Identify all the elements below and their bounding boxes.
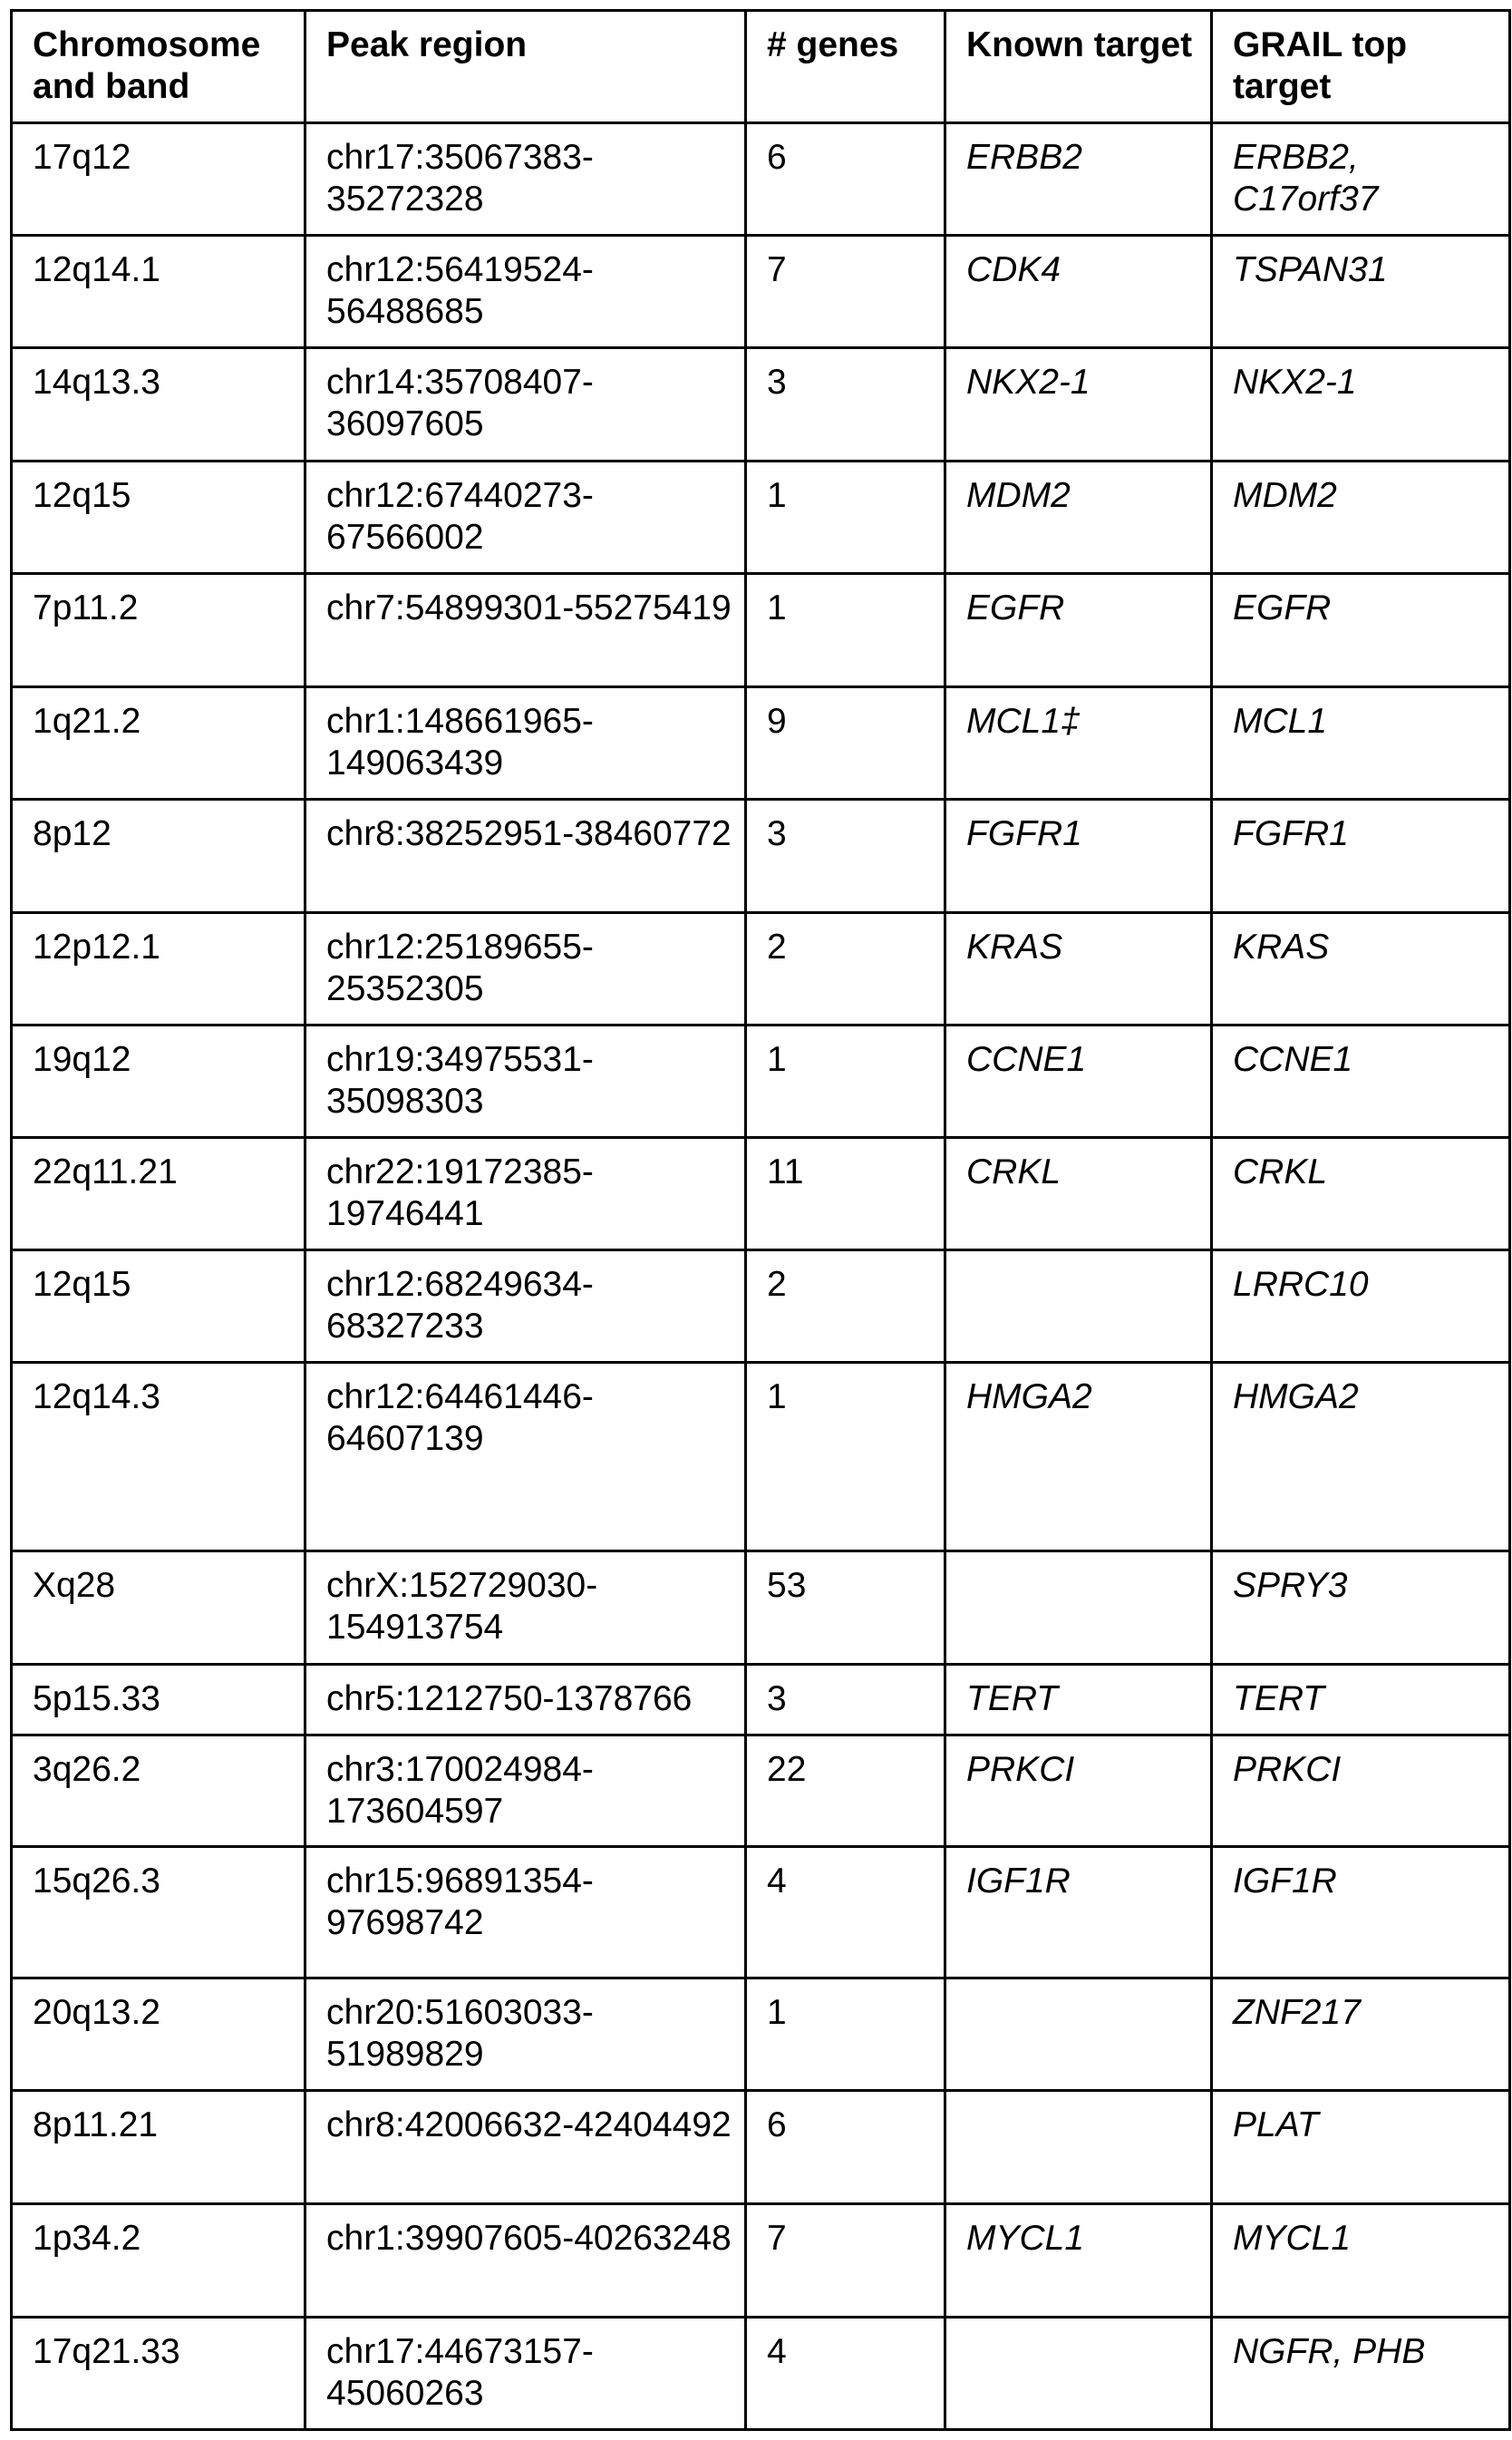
grail-target-cell: HMGA2: [1212, 1363, 1510, 1551]
table-row: [12, 2318, 1510, 2430]
band-cell: 12q14.1: [12, 236, 305, 348]
grail-target-cell: EGFR: [1212, 574, 1510, 687]
known-target-cell: MDM2: [945, 462, 1212, 574]
table-row: [12, 1138, 1510, 1250]
region-cell: chr12:25189655-25352305: [305, 913, 746, 1026]
genes-cell: 4: [746, 1847, 945, 1978]
region-cell: chr15:96891354-97698742: [305, 1847, 746, 1978]
band-cell: 19q12: [12, 1026, 305, 1138]
known-target-cell: MCL1‡: [945, 687, 1212, 800]
region-cell: chr22:19172385-19746441: [305, 1138, 746, 1250]
region-cell: chr12:56419524-56488685: [305, 236, 746, 348]
known-target-cell: KRAS: [945, 913, 1212, 1026]
known-target-cell: EGFR: [945, 574, 1212, 687]
band-cell: 1q21.2: [12, 687, 305, 800]
grail-target-cell: PLAT: [1212, 2091, 1510, 2204]
region-cell: chr5:1212750-1378766: [305, 1665, 746, 1735]
peak-regions-table: [10, 9, 1511, 2431]
known-target-cell: [945, 2091, 1212, 2204]
region-cell: chr12:64461446-64607139: [305, 1363, 746, 1551]
region-cell: chr17:44673157-45060263: [305, 2318, 746, 2430]
grail-target-cell: TERT: [1212, 1665, 1510, 1735]
region-cell: chr8:38252951-38460772: [305, 800, 746, 913]
region-cell: chr8:42006632-42404492: [305, 2091, 746, 2204]
band-cell: 3q26.2: [12, 1735, 305, 1847]
band-cell: 1p34.2: [12, 2204, 305, 2318]
genes-cell: 2: [746, 1250, 945, 1363]
genes-cell: 7: [746, 236, 945, 348]
grail-target-cell: KRAS: [1212, 913, 1510, 1026]
genes-cell: 53: [746, 1551, 945, 1665]
known-target-cell: [945, 1250, 1212, 1363]
region-cell: chr17:35067383-35272328: [305, 123, 746, 236]
known-target-cell: [945, 1551, 1212, 1665]
region-cell: chr7:54899301-55275419: [305, 574, 746, 687]
header-region: Peak region: [305, 11, 746, 123]
header-known: Known target: [945, 11, 1212, 123]
band-cell: 22q11.21: [12, 1138, 305, 1250]
region-cell: chr1:148661965-149063439: [305, 687, 746, 800]
genes-cell: 3: [746, 800, 945, 913]
band-cell: 15q26.3: [12, 1847, 305, 1978]
genes-cell: 4: [746, 2318, 945, 2430]
grail-target-cell: LRRC10: [1212, 1250, 1510, 1363]
band-cell: 7p11.2: [12, 574, 305, 687]
header-grail: GRAIL top target: [1212, 11, 1510, 123]
table-row: [12, 1551, 1510, 1665]
table-row: [12, 2091, 1510, 2204]
genes-cell: 2: [746, 913, 945, 1026]
grail-target-cell: TSPAN31: [1212, 236, 1510, 348]
grail-target-cell: MDM2: [1212, 462, 1510, 574]
grail-target-cell: FGFR1: [1212, 800, 1510, 913]
grail-target-cell: CCNE1: [1212, 1026, 1510, 1138]
header-row: [12, 11, 1510, 123]
table-row: [12, 462, 1510, 574]
known-target-cell: MYCL1: [945, 2204, 1212, 2318]
known-target-cell: CRKL: [945, 1138, 1212, 1250]
genes-cell: 1: [746, 1978, 945, 2091]
grail-target-cell: PRKCI: [1212, 1735, 1510, 1847]
table-row: [12, 1665, 1510, 1735]
known-target-cell: [945, 2318, 1212, 2430]
grail-target-cell: NKX2-1: [1212, 348, 1510, 462]
table-row: [12, 800, 1510, 913]
band-cell: 17q12: [12, 123, 305, 236]
known-target-cell: HMGA2: [945, 1363, 1212, 1551]
known-target-cell: NKX2-1: [945, 348, 1212, 462]
table-row: [12, 1735, 1510, 1847]
header-band: Chromosome and band: [12, 11, 305, 123]
table-row: [12, 348, 1510, 462]
region-cell: chr3:170024984-173604597: [305, 1735, 746, 1847]
region-cell: chr20:51603033-51989829: [305, 1978, 746, 2091]
grail-target-cell: ZNF217: [1212, 1978, 1510, 2091]
region-cell: chr12:67440273-67566002: [305, 462, 746, 574]
band-cell: 14q13.3: [12, 348, 305, 462]
band-cell: 12q15: [12, 1250, 305, 1363]
known-target-cell: TERT: [945, 1665, 1212, 1735]
known-target-cell: [945, 1978, 1212, 2091]
genes-cell: 7: [746, 2204, 945, 2318]
grail-target-cell: SPRY3: [1212, 1551, 1510, 1665]
table-row: [12, 913, 1510, 1026]
genes-cell: 1: [746, 462, 945, 574]
band-cell: 12q15: [12, 462, 305, 574]
grail-target-cell: MCL1: [1212, 687, 1510, 800]
genes-cell: 6: [746, 123, 945, 236]
known-target-cell: CCNE1: [945, 1026, 1212, 1138]
genes-cell: 1: [746, 574, 945, 687]
region-cell: chr1:39907605-40263248: [305, 2204, 746, 2318]
grail-target-cell: MYCL1: [1212, 2204, 1510, 2318]
band-cell: Xq28: [12, 1551, 305, 1665]
genes-cell: 1: [746, 1363, 945, 1551]
table-row: [12, 687, 1510, 800]
region-cell: chr19:34975531-35098303: [305, 1026, 746, 1138]
band-cell: 5p15.33: [12, 1665, 305, 1735]
genes-cell: 3: [746, 348, 945, 462]
grail-target-cell: ERBB2, C17orf37: [1212, 123, 1510, 236]
table-row: [12, 1847, 1510, 1978]
grail-target-cell: IGF1R: [1212, 1847, 1510, 1978]
header-genes: # genes: [746, 11, 945, 123]
band-cell: 8p12: [12, 800, 305, 913]
genes-cell: 1: [746, 1026, 945, 1138]
band-cell: 12q14.3: [12, 1363, 305, 1551]
known-target-cell: ERBB2: [945, 123, 1212, 236]
genes-cell: 6: [746, 2091, 945, 2204]
band-cell: 17q21.33: [12, 2318, 305, 2430]
grail-target-cell: CRKL: [1212, 1138, 1510, 1250]
genes-cell: 22: [746, 1735, 945, 1847]
known-target-cell: FGFR1: [945, 800, 1212, 913]
band-cell: 20q13.2: [12, 1978, 305, 2091]
band-cell: 12p12.1: [12, 913, 305, 1026]
known-target-cell: IGF1R: [945, 1847, 1212, 1978]
table-row: [12, 1250, 1510, 1363]
table-row: [12, 123, 1510, 236]
genes-cell: 3: [746, 1665, 945, 1735]
table-row: [12, 236, 1510, 348]
table-row: [12, 2204, 1510, 2318]
grail-target-cell: NGFR, PHB: [1212, 2318, 1510, 2430]
known-target-cell: PRKCI: [945, 1735, 1212, 1847]
table-row: [12, 1978, 1510, 2091]
band-cell: 8p11.21: [12, 2091, 305, 2204]
region-cell: chr14:35708407-36097605: [305, 348, 746, 462]
known-target-cell: CDK4: [945, 236, 1212, 348]
table-row: [12, 1363, 1510, 1551]
table-row: [12, 1026, 1510, 1138]
genes-cell: 11: [746, 1138, 945, 1250]
table-row: [12, 574, 1510, 687]
region-cell: chr12:68249634-68327233: [305, 1250, 746, 1363]
genes-cell: 9: [746, 687, 945, 800]
region-cell: chrX:152729030-154913754: [305, 1551, 746, 1665]
